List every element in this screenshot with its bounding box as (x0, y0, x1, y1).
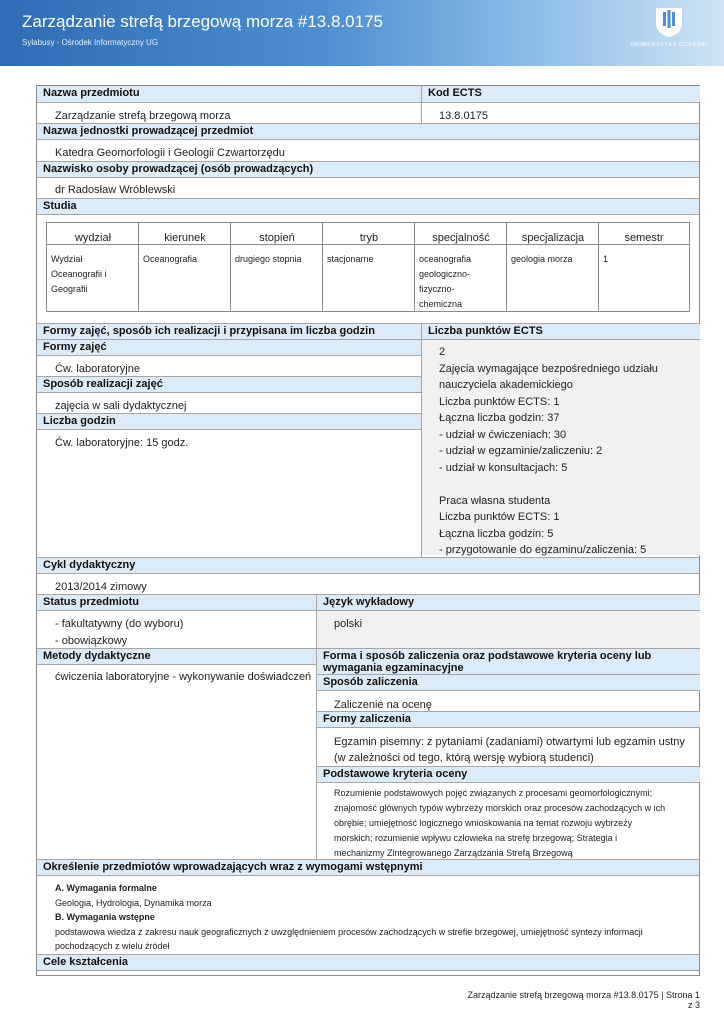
jezyk-value: polski (334, 618, 363, 630)
prowadzacy-value: dr Radosław Wróblewski (55, 184, 176, 196)
formy-zajec-label: Formy zajęć (37, 339, 421, 356)
cele-label: Cele kształcenia (37, 954, 699, 971)
page-header (0, 0, 724, 66)
university-emblem-icon (652, 6, 686, 38)
page-title: Zarządzanie strefą brzegową morza #13.8.0175 (22, 12, 383, 31)
university-logo (626, 6, 712, 54)
prowadzacy-label: Nazwisko osoby prowadzącej (osób prowadzących) (37, 161, 699, 178)
ects-line: - udział w egzaminie/zaliczeniu: 2 (439, 445, 603, 457)
kryteria-line: morskich; rozumienie wpływu człowieka na strefę brzegową; Strategia i (334, 833, 618, 843)
studia-specjalnosc-cell (419, 252, 471, 312)
kryteria-line: znajomość głównych typów wybrzeży morskich oraz procesów zachodzących w ich (334, 803, 666, 813)
column-divider (414, 223, 415, 311)
divider (421, 323, 422, 557)
column-divider (506, 223, 507, 311)
wymagania-wstepne-label: B. Wymagania wstępne (55, 912, 155, 922)
studia-wydzial-cell (51, 252, 107, 297)
formy-zaliczenia-value: Egzamin pisemny: z pytaniami (zadaniami) otwartymi lub egzamin ustny (334, 736, 685, 748)
studia-header-wydzial: wydział (74, 232, 112, 244)
column-divider (230, 223, 231, 311)
formy-zaliczenia-value: (w zależności od tego, którą wersję wybiorą studenci) (334, 752, 594, 764)
wymagania-wstepne-line: pochodzących z wielu źródeł (55, 941, 170, 951)
studia-header-specjalizacja: specjalizacja (521, 232, 585, 244)
sposob-realizacji-value: zajęcia w sali dydaktycznej (55, 400, 187, 412)
cell-line: geologiczno- (419, 269, 471, 279)
metody-value: ćwiczenia laboratoryjne - wykonywanie doświadczeń (55, 671, 312, 683)
syllabus-table (36, 85, 700, 976)
studia-stopien-cell: drugiego stopnia (235, 254, 302, 264)
studia-tryb-cell: stacjonarne (327, 254, 374, 264)
wymagania-label: Określenie przedmiotów wprowadzających wraz z wymogami wstępnymi (37, 859, 699, 876)
kod-ects-label: Kod ECTS (422, 86, 700, 103)
cell-line: oceanografia (419, 254, 472, 264)
status-label: Status przedmiotu (37, 594, 316, 611)
liczba-godzin-value: Ćw. laboratoryjne: 15 godz. (55, 437, 189, 449)
formy-zajec-value: Ćw. laboratoryjne (55, 363, 140, 375)
ects-line: Zajęcia wymagające bezpośredniego udziału (439, 363, 658, 375)
ects-line: Łączna liczba godzin: 5 (439, 528, 554, 540)
sposob-zaliczenia-label: Sposób zaliczenia (317, 674, 700, 691)
jednostka-value: Katedra Geomorfologii i Geologii Czwartorzędu (55, 147, 285, 159)
cell-line: chemiczna (419, 299, 463, 309)
liczba-punktow-ects-label: Liczba punktów ECTS (422, 323, 700, 340)
cell-line: fizyczno- (419, 284, 455, 294)
cykl-value: 2013/2014 zimowy (55, 581, 147, 593)
ects-line: - przygotowanie do egzaminu/zaliczenia: 5 (439, 544, 647, 556)
ects-line: nauczyciela akademickiego (439, 379, 573, 391)
studia-header-specjalnosc: specjalność (432, 232, 490, 244)
column-divider (138, 223, 139, 311)
metody-label: Metody dydaktyczne (37, 648, 316, 665)
ects-line: - udział w konsultacjach: 5 (439, 462, 568, 474)
nazwa-przedmiotu-label: Nazwa przedmiotu (37, 86, 421, 103)
zaliczenie-label-line: wymagania egzaminacyjne (323, 662, 464, 674)
wymagania-formalne-label: A. Wymagania formalne (55, 883, 157, 893)
studia-header-stopien: stopień (259, 232, 295, 244)
ects-line: Liczba punktów ECTS: 1 (439, 396, 560, 408)
page-footer: Zarządzanie strefą brzegową morza #13.8.0175 | Strona 1 z 3 (467, 990, 700, 1010)
sposob-zaliczenia-value: Zaliczenie na ocenę (334, 699, 432, 711)
kryteria-oceny-label: Podstawowe kryteria oceny (317, 766, 700, 783)
kryteria-line: obrębie; umiejętność logicznego wnioskowania na temat rozwoju wybrzeży (334, 818, 633, 828)
cykl-label: Cykl dydaktyczny (37, 557, 699, 574)
cell-line: Wydział (51, 254, 83, 264)
page-subtitle: Sylabusy - Ośrodek Informatyczny UG (22, 38, 159, 47)
studia-semestr-cell: 1 (603, 254, 609, 264)
studia-header-row (47, 223, 689, 245)
ects-line: Łączna liczba godzin: 37 (439, 412, 560, 424)
status-value: - fakultatywny (do wyboru) (55, 618, 184, 630)
nazwa-przedmiotu-value: Zarządzanie strefą brzegową morza (55, 110, 231, 122)
jezyk-background (317, 610, 700, 648)
studia-header-kierunek: kierunek (164, 232, 206, 244)
jednostka-label: Nazwa jednostki prowadzącej przedmiot (37, 123, 699, 140)
kryteria-line: mechanizmy Zintegrowanego Zarządzania Strefą Brzegową (334, 848, 573, 858)
studia-label: Studia (37, 198, 699, 215)
formy-zajec-section-label: Formy zajęć, sposób ich realizacji i przypisana im liczba godzin (37, 323, 421, 340)
column-divider (598, 223, 599, 311)
jezyk-label: Język wykładowy (317, 594, 700, 611)
studia-table (46, 222, 690, 312)
column-divider (322, 223, 323, 311)
zaliczenie-section-label (317, 648, 700, 675)
studia-specjalizacja-cell: geologia morza (511, 254, 573, 264)
wymagania-formalne-value: Geologia, Hydrologia, Dynamika morza (55, 898, 212, 908)
status-value: - obowiązkowy (55, 635, 128, 647)
ects-line: Praca własna studenta (439, 495, 551, 507)
wymagania-wstepne-line: podstawowa wiedza z zakresu nauk geograficznych z uwzględnieniem procesów zachodzących w strefie brzegowej, umiejętność syntezy informacji (55, 927, 643, 937)
liczba-godzin-label: Liczba godzin (37, 413, 421, 430)
ects-line: 2 (439, 346, 446, 358)
formy-zaliczenia-label: Formy zaliczenia (317, 711, 700, 728)
studia-header-semestr: semestr (624, 232, 664, 244)
cell-line: Geografii (51, 284, 88, 294)
zaliczenie-label-line: Forma i sposób zaliczenia oraz podstawowe kryteria oceny lub (323, 650, 652, 662)
kod-ects-value: 13.8.0175 (439, 110, 488, 122)
sposob-realizacji-label: Sposób realizacji zajęć (37, 376, 421, 393)
ects-line: - udział w ćwiczeniach: 30 (439, 429, 567, 441)
studia-kierunek-cell: Oceanografia (143, 254, 198, 264)
ects-line: Liczba punktów ECTS: 1 (439, 511, 560, 523)
kryteria-line: Rozumienie podstawowych pojęć związanych z procesami geomorfologicznymi; (334, 788, 653, 798)
logo-text: UNIWERSYTET GDAŃSKI (630, 42, 708, 48)
cell-line: Oceanografii i (51, 269, 107, 279)
studia-header-tryb: tryb (359, 232, 379, 244)
